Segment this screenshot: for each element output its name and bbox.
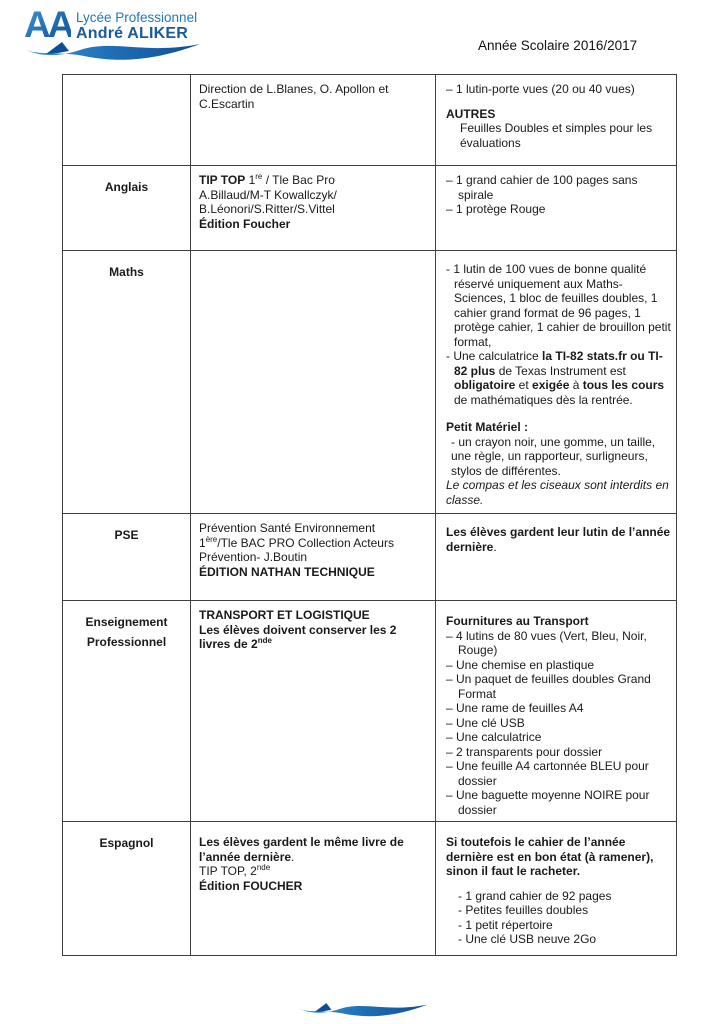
supply-item: - 1 lutin de 100 vues de bonne qualité réservé uniquement aux Maths-Sciences, 1 bloc de feuilles doubles, 1 cahier grand format de 96 pages, 1 protège cahier, 1 cahier de brouillon petit format, xyxy=(446,262,671,349)
supply-item: – Une rame de feuilles A4 xyxy=(446,701,584,715)
book-note: Les élèves doivent conserver les 2 livres de 2nde xyxy=(199,622,397,651)
petit-materiel-heading: Petit Matériel : xyxy=(446,420,529,434)
direction-cell xyxy=(191,75,436,166)
ens-pro-supplies-cell xyxy=(436,601,677,822)
supply-item: - Une clé USB neuve 2Go xyxy=(458,932,597,946)
supply-item: – Une chemise en plastique xyxy=(446,657,595,672)
classroom-note: Le compas et les ciseaux sont interdits en classe. xyxy=(446,478,669,507)
supplies-heading-autres: AUTRES xyxy=(446,106,496,121)
supply-item: - Petites feuilles doubles xyxy=(458,903,589,917)
direction-supplies-cell xyxy=(436,75,677,166)
school-logo xyxy=(22,4,232,64)
supply-item: - 1 grand cahier de 92 pages xyxy=(458,888,612,903)
book-authors: A.Billaud/M-T Kowallczyk/ xyxy=(199,187,337,202)
espagnol-supplies-cell xyxy=(436,822,677,956)
school-year: Année Scolaire 2016/2017 xyxy=(478,38,638,53)
book-author: Prévention- J.Boutin xyxy=(199,550,308,564)
supplies-heading-transport: Fournitures au Transport xyxy=(446,614,589,628)
book-edition: Édition FOUCHER xyxy=(199,878,303,893)
logo-wave-icon xyxy=(22,41,202,63)
logo-text xyxy=(76,11,197,42)
direction-text: Direction de L.Blanes, O. Apollon et C.Escartin xyxy=(199,82,389,111)
logo-school-type: Lycée Professionnel xyxy=(76,10,198,25)
supply-item: – 1 protège Rouge xyxy=(446,202,546,216)
table-row-pse xyxy=(63,514,677,601)
supply-item: – Une calculatrice xyxy=(446,730,542,744)
supply-item: - un crayon noir, une gomme, un taille, une règle, un rapporteur, surligneurs, stylos de différentes. xyxy=(451,434,656,478)
table-row-espagnol xyxy=(63,822,677,956)
table-row-direction xyxy=(63,75,677,166)
anglais-book-cell xyxy=(191,166,436,251)
supply-table xyxy=(62,74,677,956)
table-row-maths xyxy=(63,251,677,514)
pse-supplies-cell xyxy=(436,514,677,601)
espagnol-book-cell xyxy=(191,822,436,956)
table-row-enseignement-professionnel xyxy=(63,601,677,822)
supply-item: – Une feuille A4 cartonnée BLEU pour dossier xyxy=(446,759,649,788)
book-edition: Édition Foucher xyxy=(199,216,291,231)
book-note: Les élèves gardent le même livre de l’année dernière. xyxy=(199,835,404,864)
subject-pse: PSE xyxy=(63,514,191,601)
book-title: TRANSPORT ET LOGISTIQUE xyxy=(199,608,370,622)
subject-espagnol: Espagnol xyxy=(63,822,191,956)
subject-cell-empty xyxy=(63,75,191,166)
book-title: TIP TOP, 2nde xyxy=(199,863,271,878)
supply-item: – Une clé USB xyxy=(446,715,525,730)
pse-book-cell xyxy=(191,514,436,601)
supply-note: Les élèves gardent leur lutin de l’année dernière. xyxy=(446,525,671,554)
subject-maths: Maths xyxy=(63,251,191,514)
table-row-anglais xyxy=(63,166,677,251)
supply-item: – 1 lutin-porte vues (20 ou 40 vues) xyxy=(446,82,635,96)
book-authors: B.Léonori/S.Ritter/S.Vittel xyxy=(199,202,335,216)
book-title: Prévention Santé Environnement xyxy=(199,521,376,535)
subject-anglais: Anglais xyxy=(63,166,191,251)
maths-book-cell xyxy=(191,251,436,514)
footer-wave-icon xyxy=(297,1001,429,1020)
supply-item: Feuilles Doubles et simples pour les évaluations xyxy=(460,121,653,150)
logo-school-name: André ALIKER xyxy=(76,25,189,42)
supply-item: - 1 petit répertoire xyxy=(458,917,553,932)
subject-enseignement-professionnel: Enseignement Professionnel xyxy=(63,601,191,822)
book-subtitle: 1ère/Tle BAC PRO Collection Acteurs xyxy=(199,534,394,550)
supply-item: – Une baguette moyenne NOIRE pour dossier xyxy=(446,788,650,817)
anglais-supplies-cell xyxy=(436,166,677,251)
ens-pro-book-cell xyxy=(191,601,436,822)
logo-monogram: AA xyxy=(24,4,72,45)
supply-item: – Un paquet de feuilles doubles Grand Format xyxy=(446,672,651,701)
supply-item: – 4 lutins de 80 vues (Vert, Bleu, Noir, Rouge) xyxy=(446,628,647,657)
maths-supplies-cell xyxy=(436,251,677,514)
book-title: TIP TOP 1re / Tle Bac Pro xyxy=(199,172,335,187)
book-edition: ÉDITION NATHAN TECHNIQUE xyxy=(199,564,375,579)
supply-item-calculator: - Une calculatrice la TI-82 stats.fr ou TI-82 plus de Texas Instrument est obligatoire et exigée à tous les cours de mathématiques dès la rentrée. xyxy=(446,349,665,407)
supply-note: Si toutefois le cahier de l’année dernière est en bon état (à ramener), sinon il faut le racheter. xyxy=(446,835,654,878)
supply-item: – 1 grand cahier de 100 pages sans spirale xyxy=(446,173,638,202)
supply-item: – 2 transparents pour dossier xyxy=(446,744,603,759)
